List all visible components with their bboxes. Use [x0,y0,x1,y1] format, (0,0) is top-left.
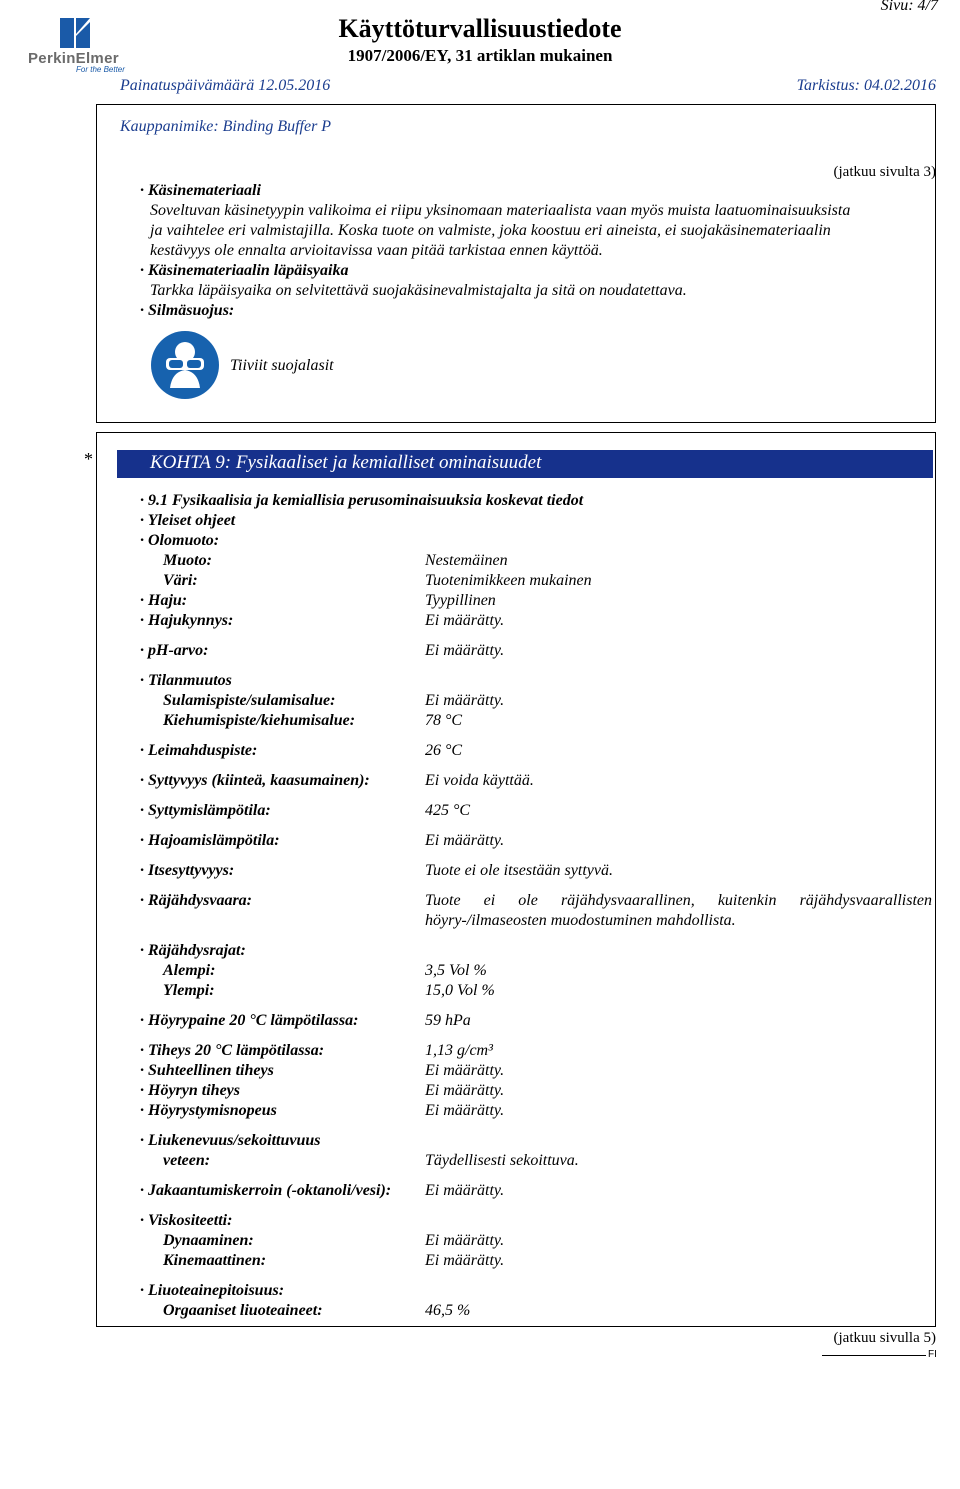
property-label: · Suhteellinen tiheys [140,1062,274,1079]
property-label: · Liukenevuus/sekoittuvuus [140,1132,321,1149]
glove-material-text-1: Soveltuvan käsinetyypin valikoima ei riipu yksinomaan materiaalista vaan myös muista laatuominaisuuksista [150,202,851,219]
eye-protection-text: Tiiviit suojalasit [230,357,334,374]
property-value: Ei määrätty. [425,612,505,629]
eye-protection-heading: · Silmäsuojus: [140,302,235,319]
property-value: Nestemäinen [425,552,508,569]
property-value: Tyypillinen [425,592,496,609]
property-label: · Tilanmuutos [140,672,232,689]
property-label: · Viskositeetti: [140,1212,233,1229]
property-label: Kiehumispiste/kiehumisalue: [163,712,356,729]
property-value: 15,0 Vol % [425,982,495,999]
property-label: Orgaaniset liuoteaineet: [163,1302,323,1319]
property-label: · Syttymislämpötila: [140,802,271,819]
logo-tagline: For the Better [76,65,125,74]
property-label: · Hajukynnys: [140,612,234,629]
property-label: · Syttyvyys (kiinteä, kaasumainen): [140,772,370,789]
property-value: Ei määrätty. [425,1182,505,1199]
print-date: Painatuspäivämäärä 12.05.2016 [120,77,331,94]
page-number: Sivu: 4/7 [880,0,938,14]
property-label: · Jakaantumiskerroin (-oktanoli/vesi): [140,1182,392,1199]
penetration-text: Tarkka läpäisyaika on selvitettävä suojakäsinevalmistajalta ja sitä on noudatettava. [150,282,687,299]
property-value: Ei määrätty. [425,692,505,709]
trade-name: Kauppanimike: Binding Buffer P [120,118,332,135]
property-label: · Itsesyttyvyys: [140,862,235,879]
property-label: Kinemaattinen: [163,1252,267,1269]
property-value: 78 °C [425,712,463,729]
property-value: 3,5 Vol % [425,962,487,979]
property-label: · Olomuoto: [140,532,220,549]
property-label: · pH-arvo: [140,642,209,659]
property-value: 1,13 g/cm³ [425,1042,493,1059]
safety-goggles-icon [150,330,220,405]
property-value: Ei määrätty. [425,1252,505,1269]
document-subtitle: 1907/2006/EY, 31 artiklan mukainen [347,46,613,65]
continued-to: (jatkuu sivulla 5) [833,1330,936,1346]
property-value: Ei määrätty. [425,1232,505,1249]
continued-from: (jatkuu sivulta 3) [833,164,936,180]
penetration-heading: · Käsinemateriaalin läpäisyaika [140,262,349,279]
property-label: · Haju: [140,592,188,609]
language-code: FI [928,1349,937,1360]
property-label: · Räjähdysrajat: [140,942,246,959]
property-label: · Höyrystymisnopeus [140,1102,277,1119]
property-value: Ei määrätty. [425,1102,505,1119]
property-label: Dynaaminen: [163,1232,254,1249]
property-value: Tuote ei ole räjähdysvaarallinen, kuitenkin räjähdysvaarallisten [425,892,932,909]
logo-wordmark: PerkinElmer [28,50,119,67]
property-label: · 9.1 Fysikaalisia ja kemiallisia perusominaisuuksia koskevat tiedot [140,492,584,509]
revision-date: Tarkistus: 04.02.2016 [796,77,936,94]
property-value: 26 °C [425,742,463,759]
property-label: veteen: [163,1152,211,1169]
glove-material-text-2: ja vaihtelee eri valmistajilla. Koska tuote on valmiste, joka koostuu eri aineista, ei suojakäsinemateriaalin [150,222,831,239]
property-label: · Höyrypaine 20 °C lämpötilassa: [140,1012,359,1029]
glove-material-heading: · Käsinemateriaali [140,182,261,199]
property-label: Muoto: [163,552,212,569]
property-value: Ei määrätty. [425,1062,505,1079]
property-label: · Tiheys 20 °C lämpötilassa: [140,1042,325,1059]
property-label: Ylempi: [163,982,215,999]
property-value: Tuotenimikkeen mukainen [425,572,592,589]
property-label: · Liuoteainepitoisuus: [140,1282,285,1299]
property-label: · Hajoamislämpötila: [140,832,280,849]
change-marker: * [84,449,93,469]
property-label: Väri: [163,572,198,589]
property-label: · Yleiset ohjeet [140,512,236,529]
property-value: 425 °C [425,802,471,819]
glove-material-text-3: kestävyys ole ennalta arvioitavissa vaan pitää tarkistaa ennen käyttöä. [150,242,603,259]
property-value: Tuote ei ole itsestään syttyvä. [425,862,613,879]
property-value: Ei määrätty. [425,642,505,659]
property-value: Ei määrätty. [425,832,505,849]
property-value: 46,5 % [425,1302,471,1319]
document-title: Käyttöturvallisuustiedote [338,14,622,43]
section-title: KOHTA 9: Fysikaaliset ja kemialliset ominaisuudet [150,452,542,473]
footer-rule [822,1355,926,1356]
property-label: Sulamispiste/sulamisalue: [163,692,336,709]
property-label: · Räjähdysvaara: [140,892,252,909]
property-value: Täydellisesti sekoittuva. [425,1152,579,1169]
property-label: Alempi: [163,962,216,979]
property-value: Ei määrätty. [425,1082,505,1099]
property-label: · Höyryn tiheys [140,1082,240,1099]
property-value-continued: höyry-/ilmaseosten muodostuminen mahdollista. [425,912,736,929]
property-value: Ei voida käyttää. [425,772,534,789]
property-label: · Leimahduspiste: [140,742,258,759]
property-value: 59 hPa [425,1012,471,1029]
